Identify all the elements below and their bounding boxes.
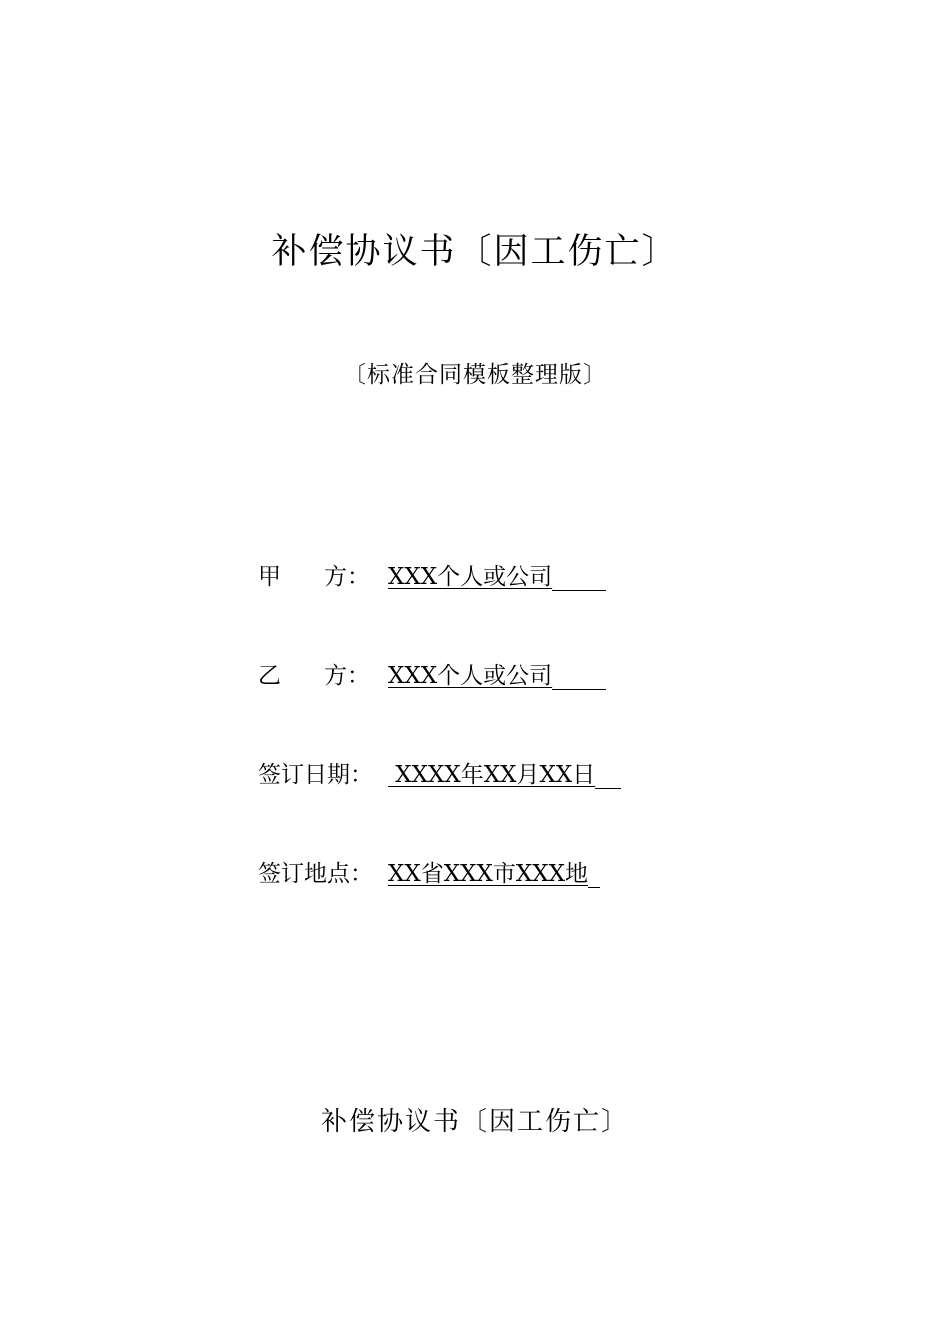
party-b-label-right: 方：: [324, 663, 370, 689]
sign-date-value: XXXX年XX月XX日: [388, 762, 596, 788]
body-title: 补偿协议书〔因工伤亡〕: [320, 1107, 629, 1137]
party-b-underline: [552, 658, 606, 690]
party-b-label-left: 乙: [258, 663, 281, 689]
party-a-label: [258, 559, 388, 595]
party-a-label-left: 甲: [258, 564, 281, 590]
document-title: 补偿协议书〔因工伤亡〕: [271, 232, 679, 272]
sign-date-underline: [595, 757, 621, 789]
party-a-field: [258, 559, 606, 595]
sign-date-field: [258, 757, 621, 793]
sign-place-underline: [588, 856, 600, 888]
party-b-value: XXX个人或公司: [388, 663, 553, 689]
sign-place-value: XX省XXX市XXX地: [388, 861, 588, 887]
sign-date-label: 签订日期：: [258, 762, 373, 788]
sign-place-field: [258, 856, 600, 892]
party-a-underline: [552, 559, 606, 591]
sign-place-label: 签订地点：: [258, 861, 373, 887]
party-a-value: XXX个人或公司: [388, 564, 553, 590]
party-a-label-right: 方：: [324, 564, 370, 590]
party-b-label: [258, 658, 388, 694]
document-subtitle: 〔标准合同模板整理版〕: [343, 362, 607, 388]
party-b-field: [258, 658, 606, 694]
